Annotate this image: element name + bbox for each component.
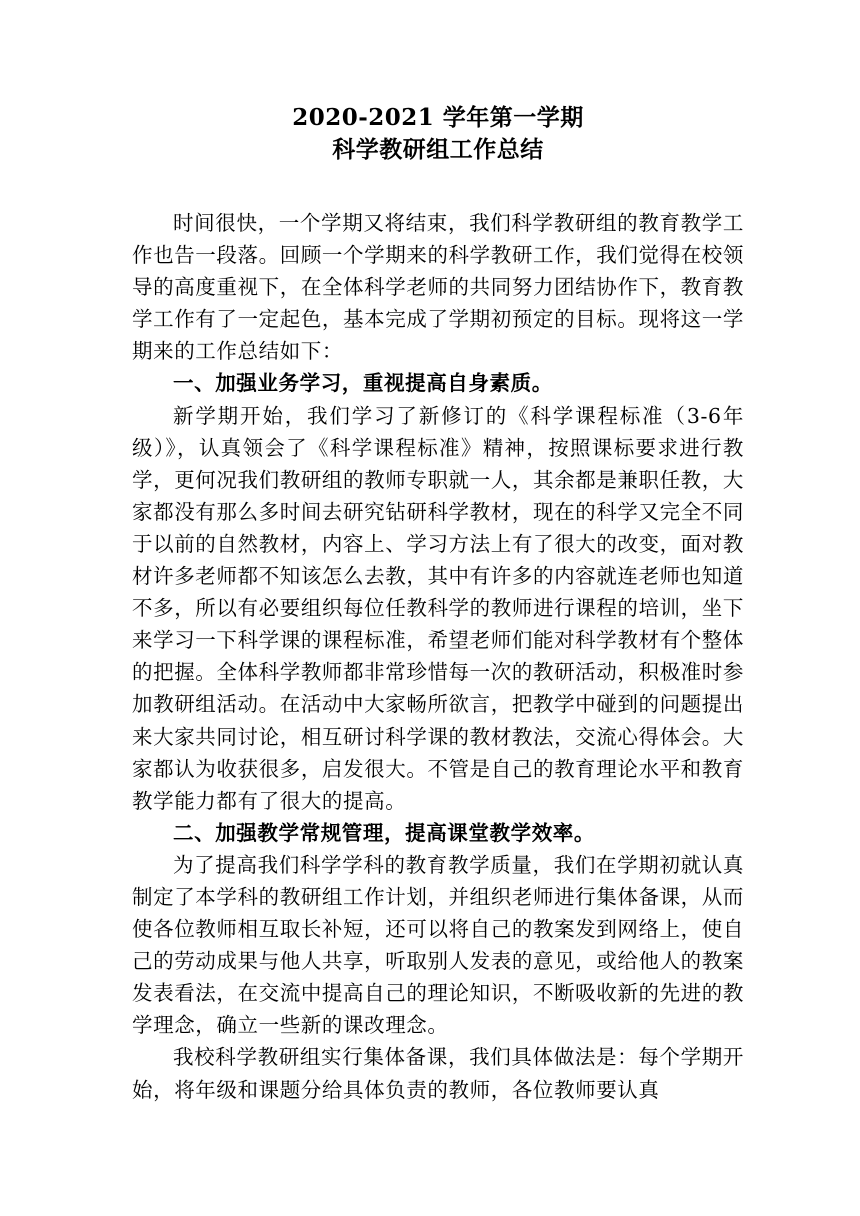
- intro-paragraph: 时间很快，一个学期又将结束，我们科学教研组的教育教学工作也告一段落。回顾一个学期来的科学教研工作，我们觉得在校领导的高度重视下，在全体科学老师的共同努力团结协作下，教育教学工作有了一定起色，基本完成了学期初预定的目标。现将这一学期来的工作总结如下：: [132, 211, 744, 364]
- document-page: [132, 102, 744, 1106]
- section-heading-1: 一、加强业务学习，重视提高自身素质。: [173, 371, 553, 396]
- section-2-paragraph-2: 我校科学教研组实行集体备课，我们具体做法是：每个学期开始，将年级和课题分给具体负责的教师，各位教师要认真: [132, 1045, 744, 1102]
- section-heading-2: 二、加强教学常规管理，提高课堂教学效率。: [173, 820, 595, 845]
- document-title-line1: 2020-2021 学年第一学期: [292, 104, 584, 131]
- section-1-paragraph: 新学期开始，我们学习了新修订的《科学课程标准（3-6年级）》，认真领会了《科学课程标准》精神，按照课标要求进行教学，更何况我们教研组的教师专职就一人，其余都是兼职任教，大家都没有那么多时间去研究钻研科学教材，现在的科学又完全不同于以前的自然教材，内容上、学习方法上有了很大的改变，面对教材许多老师都不知该怎么去教，其中有许多的内容就连老师也知道不多，所以有必要组织每位任教科学的教师进行课程的培训，坐下来学习一下科学课的课程标准，希望老师们能对科学教材有个整体的把握。全体科学教师都非常珍惜每一次的教研活动，积极准时参加教研组活动。在活动中大家畅所欲言，把教学中碰到的问题提出来大家共同讨论，相互研讨科学课的教材教法，交流心得体会。大家都认为收获很多，启发很大。不管是自己的教育理论水平和教育教学能力都有了很大的提高。: [132, 403, 744, 813]
- section-2-paragraph-1: 为了提高我们科学学科的教育教学质量，我们在学期初就认真制定了本学科的教研组工作计划，并组织老师进行集体备课，从而使各位教师相互取长补短，还可以将自己的教案发到网络上，使自己的劳动成果与他人共享，听取别人发表的意见，或给他人的教案发表看法，在交流中提高自己的理论知识，不断吸收新的先进的教学理念，确立一些新的课改理念。: [132, 852, 744, 1038]
- document-title-line2: 科学教研组工作总结: [332, 136, 544, 163]
- title-block: [132, 102, 744, 166]
